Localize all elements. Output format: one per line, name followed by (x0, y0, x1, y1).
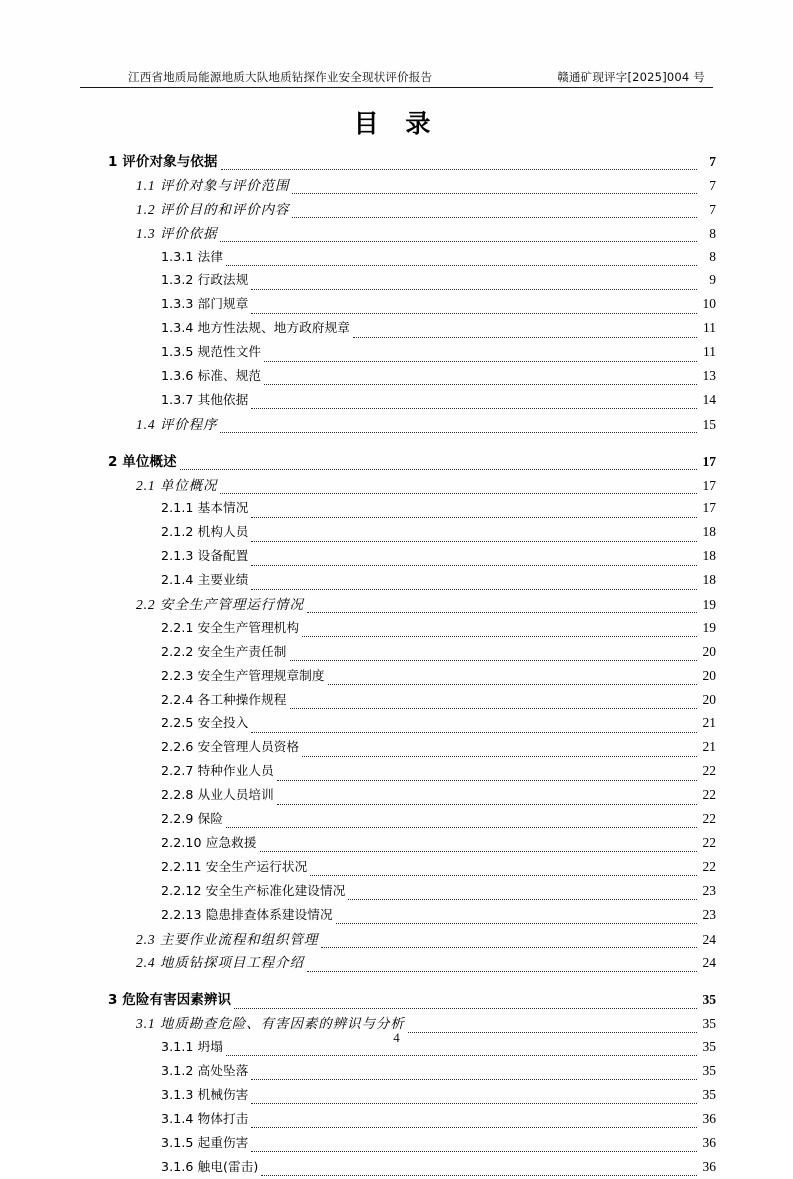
toc-entry[interactable] (88, 413, 716, 437)
toc-entry-page: 10 (702, 296, 716, 312)
toc-entry-page: 7 (709, 177, 716, 193)
page-title: 目 录 (353, 109, 440, 138)
running-header (80, 64, 713, 88)
toc-entry-page: 20 (702, 691, 716, 707)
toc-entry-label: 1.3.1 法律 (161, 248, 224, 264)
toc-dot-leader (307, 611, 697, 613)
toc-entry-label: 3.1.6 触电(雷击) (161, 1158, 259, 1174)
toc-entry[interactable] (88, 545, 716, 569)
toc-dot-leader (226, 264, 697, 266)
toc-entry[interactable] (88, 784, 716, 808)
toc-entry-label: 3.1.1 坍塌 (161, 1039, 224, 1055)
toc-entry[interactable] (88, 665, 716, 689)
toc-dot-leader (251, 540, 697, 542)
toc-dot-leader (251, 288, 697, 290)
toc-entry-page: 14 (702, 391, 716, 407)
toc-entry-label: 2 单位概述 (108, 453, 177, 470)
toc-entry-label: 2.2.8 从业人员培训 (161, 787, 274, 803)
toc-entry-page: 11 (703, 344, 716, 360)
toc-dot-leader (251, 516, 697, 518)
toc-entry-page: 13 (702, 368, 716, 384)
toc-entry-page: 22 (702, 834, 716, 850)
toc-dot-leader (251, 312, 697, 314)
toc-entry-page: 17 (702, 453, 716, 469)
toc-entry-page: 22 (702, 811, 716, 827)
toc-entry[interactable] (88, 150, 716, 174)
toc-entry-label: 1.3.4 地方性法规、地方政府规章 (161, 320, 350, 336)
toc-entry-page: 23 (702, 882, 716, 898)
toc-entry-page: 17 (702, 477, 716, 493)
table-of-contents (88, 150, 716, 1179)
toc-entry-label: 1 评价对象与依据 (108, 154, 218, 170)
toc-entry-label: 2.1.1 基本情况 (161, 500, 249, 516)
toc-entry[interactable] (88, 856, 716, 880)
toc-dot-leader (220, 492, 697, 494)
toc-dot-leader (290, 659, 697, 661)
toc-entry-page: 35 (702, 1086, 716, 1102)
toc-entry[interactable] (88, 269, 716, 293)
toc-dot-leader (226, 1054, 697, 1056)
toc-entry-label: 2.2.2 安全生产责任制 (161, 643, 287, 659)
toc-entry-label: 3.1 地质勘查危险、有害因素的辨识与分析 (136, 1016, 405, 1032)
toc-entry-page: 19 (702, 597, 716, 613)
toc-entry[interactable] (88, 174, 716, 198)
toc-entry[interactable] (88, 474, 716, 498)
toc-entry-label: 2.2.10 应急救援 (161, 834, 257, 850)
toc-entry[interactable] (88, 246, 716, 270)
toc-entry-page: 22 (702, 787, 716, 803)
toc-entry-label: 2.1.2 机构人员 (161, 524, 249, 540)
toc-entry-label: 2.2.6 安全管理人员资格 (161, 739, 300, 755)
toc-entry-label: 3.1.3 机械伤害 (161, 1086, 249, 1102)
toc-entry[interactable] (88, 389, 716, 413)
toc-entry-page: 15 (702, 416, 716, 432)
toc-entry-page: 21 (702, 739, 716, 755)
toc-entry-page: 35 (702, 1016, 716, 1032)
toc-entry[interactable] (88, 450, 716, 474)
toc-entry[interactable] (88, 617, 716, 641)
toc-entry[interactable] (88, 712, 716, 736)
toc-dot-leader (292, 216, 697, 218)
toc-entry-page: 20 (702, 667, 716, 683)
toc-dot-leader (310, 874, 697, 876)
toc-entry-page: 23 (702, 906, 716, 922)
toc-entry[interactable] (88, 689, 716, 713)
toc-entry[interactable] (88, 1060, 716, 1084)
toc-entry-label: 2.1.4 主要业绩 (161, 572, 249, 588)
toc-entry[interactable] (88, 1132, 716, 1156)
toc-entry[interactable] (88, 951, 716, 975)
toc-entry-page: 24 (702, 931, 716, 947)
toc-entry-label: 2.2.12 安全生产标准化建设情况 (161, 882, 346, 898)
toc-entry-label: 2.2.5 安全投入 (161, 715, 249, 731)
toc-entry-page: 35 (702, 1062, 716, 1078)
toc-entry-page: 36 (702, 1134, 716, 1150)
toc-entry[interactable] (88, 641, 716, 665)
toc-entry-page: 19 (702, 619, 716, 635)
toc-dot-leader (260, 850, 697, 852)
toc-dot-leader (220, 431, 697, 433)
toc-entry[interactable] (88, 317, 716, 341)
toc-dot-leader (277, 803, 697, 805)
toc-entry-page: 7 (709, 154, 716, 169)
toc-entry-page: 9 (709, 272, 716, 288)
toc-entry-label: 1.3.7 其他依据 (161, 391, 249, 407)
toc-entry[interactable] (88, 341, 716, 365)
toc-dot-leader (348, 898, 697, 900)
toc-entry[interactable] (88, 222, 716, 246)
toc-dot-leader (251, 1126, 697, 1128)
toc-entry-label: 1.3.5 规范性文件 (161, 344, 262, 360)
toc-dot-leader (277, 779, 697, 781)
toc-entry-label: 2.2.7 特种作业人员 (161, 763, 274, 779)
toc-entry[interactable] (88, 760, 716, 784)
toc-entry-label: 2.1.3 设备配置 (161, 548, 249, 564)
toc-entry[interactable] (88, 928, 716, 952)
toc-entry[interactable] (88, 1084, 716, 1108)
toc-entry-page: 35 (702, 1039, 716, 1055)
toc-entry-label: 2.4 地质钻探项目工程介绍 (136, 955, 304, 971)
header-document-number: 赣通矿现评字[2025]004 号 (557, 70, 705, 84)
toc-entry-label: 1.2 评价目的和评价内容 (136, 201, 290, 217)
toc-entry[interactable] (88, 569, 716, 593)
toc-entry-page: 17 (702, 500, 716, 516)
toc-entry-page: 8 (709, 225, 716, 241)
toc-entry[interactable] (88, 988, 716, 1012)
toc-entry[interactable] (88, 904, 716, 928)
toc-dot-leader (251, 407, 697, 409)
toc-entry-label: 1.4 评价程序 (136, 416, 218, 432)
toc-entry-page: 22 (702, 858, 716, 874)
toc-entry-page: 8 (709, 248, 716, 264)
toc-entry-label: 2.2.1 安全生产管理机构 (161, 619, 300, 635)
header-report-title: 江西省地质局能源地质大队地质钻探作业安全现状评价报告 (128, 70, 433, 84)
toc-entry-label: 1.3.6 标准、规范 (161, 368, 262, 384)
toc-dot-leader (307, 970, 697, 972)
toc-dot-leader (302, 755, 697, 757)
toc-dot-leader (353, 336, 697, 338)
toc-entry[interactable] (88, 1156, 716, 1179)
toc-dot-leader (226, 826, 697, 828)
toc-entry[interactable] (88, 808, 716, 832)
toc-entry-page: 21 (702, 715, 716, 731)
toc-entry-page: 7 (709, 201, 716, 217)
toc-dot-leader (264, 360, 697, 362)
toc-entry[interactable] (88, 832, 716, 856)
toc-entry-label: 3 危险有害因素辨识 (108, 992, 232, 1009)
toc-dot-leader (261, 1174, 697, 1176)
toc-entry[interactable] (88, 293, 716, 317)
toc-dot-leader (264, 383, 697, 385)
toc-dot-leader (290, 707, 697, 709)
toc-dot-leader (321, 946, 697, 948)
toc-entry-label: 3.1.5 起重伤害 (161, 1134, 249, 1150)
toc-entry-page: 24 (702, 955, 716, 971)
toc-entry-page: 11 (703, 320, 716, 336)
toc-entry-page: 18 (702, 572, 716, 588)
toc-entry[interactable] (88, 365, 716, 389)
toc-entry-label: 1.3.3 部门规章 (161, 296, 249, 312)
toc-dot-leader (180, 468, 697, 470)
toc-entry-label: 1.3.2 行政法规 (161, 272, 249, 288)
toc-entry[interactable] (88, 593, 716, 617)
toc-entry-label: 1.3 评价依据 (136, 225, 218, 241)
toc-entry-label: 2.2.11 安全生产运行状况 (161, 858, 308, 874)
toc-entry-label: 2.2.13 隐患排查体系建设情况 (161, 906, 333, 922)
toc-dot-leader (302, 635, 697, 637)
toc-entry[interactable] (88, 880, 716, 904)
toc-entry-label: 3.1.2 高处坠落 (161, 1062, 249, 1078)
toc-dot-leader (251, 1150, 697, 1152)
toc-dot-leader (336, 922, 697, 924)
toc-dot-leader (221, 168, 698, 170)
toc-entry-label: 2.3 主要作业流程和组织管理 (136, 931, 319, 947)
toc-entry-label: 3.1.4 物体打击 (161, 1110, 249, 1126)
toc-entry-label: 2.2.4 各工种操作规程 (161, 691, 287, 707)
toc-dot-leader (251, 731, 697, 733)
toc-entry[interactable] (88, 198, 716, 222)
toc-dot-leader (251, 564, 697, 566)
toc-entry-label: 2.2.3 安全生产管理规章制度 (161, 667, 325, 683)
toc-entry-label: 2.1 单位概况 (136, 477, 218, 493)
toc-dot-leader (220, 240, 697, 242)
toc-entry-label: 2.2.9 保险 (161, 811, 224, 827)
toc-entry-page: 18 (702, 524, 716, 540)
toc-entry-page: 35 (702, 992, 716, 1008)
toc-entry[interactable] (88, 521, 716, 545)
toc-dot-leader (251, 588, 697, 590)
toc-dot-leader (328, 683, 697, 685)
toc-entry-label: 2.2 安全生产管理运行情况 (136, 597, 304, 613)
toc-entry[interactable] (88, 736, 716, 760)
toc-entry-page: 22 (702, 763, 716, 779)
toc-entry-page: 20 (702, 643, 716, 659)
toc-dot-leader (251, 1078, 697, 1080)
toc-entry-page: 18 (702, 548, 716, 564)
toc-entry[interactable] (88, 1108, 716, 1132)
toc-entry-page: 36 (702, 1158, 716, 1174)
toc-entry-label: 1.1 评价对象与评价范围 (136, 177, 290, 193)
footer-page-number: 4 (393, 1030, 400, 1045)
toc-entry[interactable] (88, 497, 716, 521)
toc-dot-leader (234, 1007, 697, 1009)
toc-dot-leader (292, 192, 697, 194)
toc-dot-leader (251, 1102, 697, 1104)
toc-entry-page: 36 (702, 1110, 716, 1126)
